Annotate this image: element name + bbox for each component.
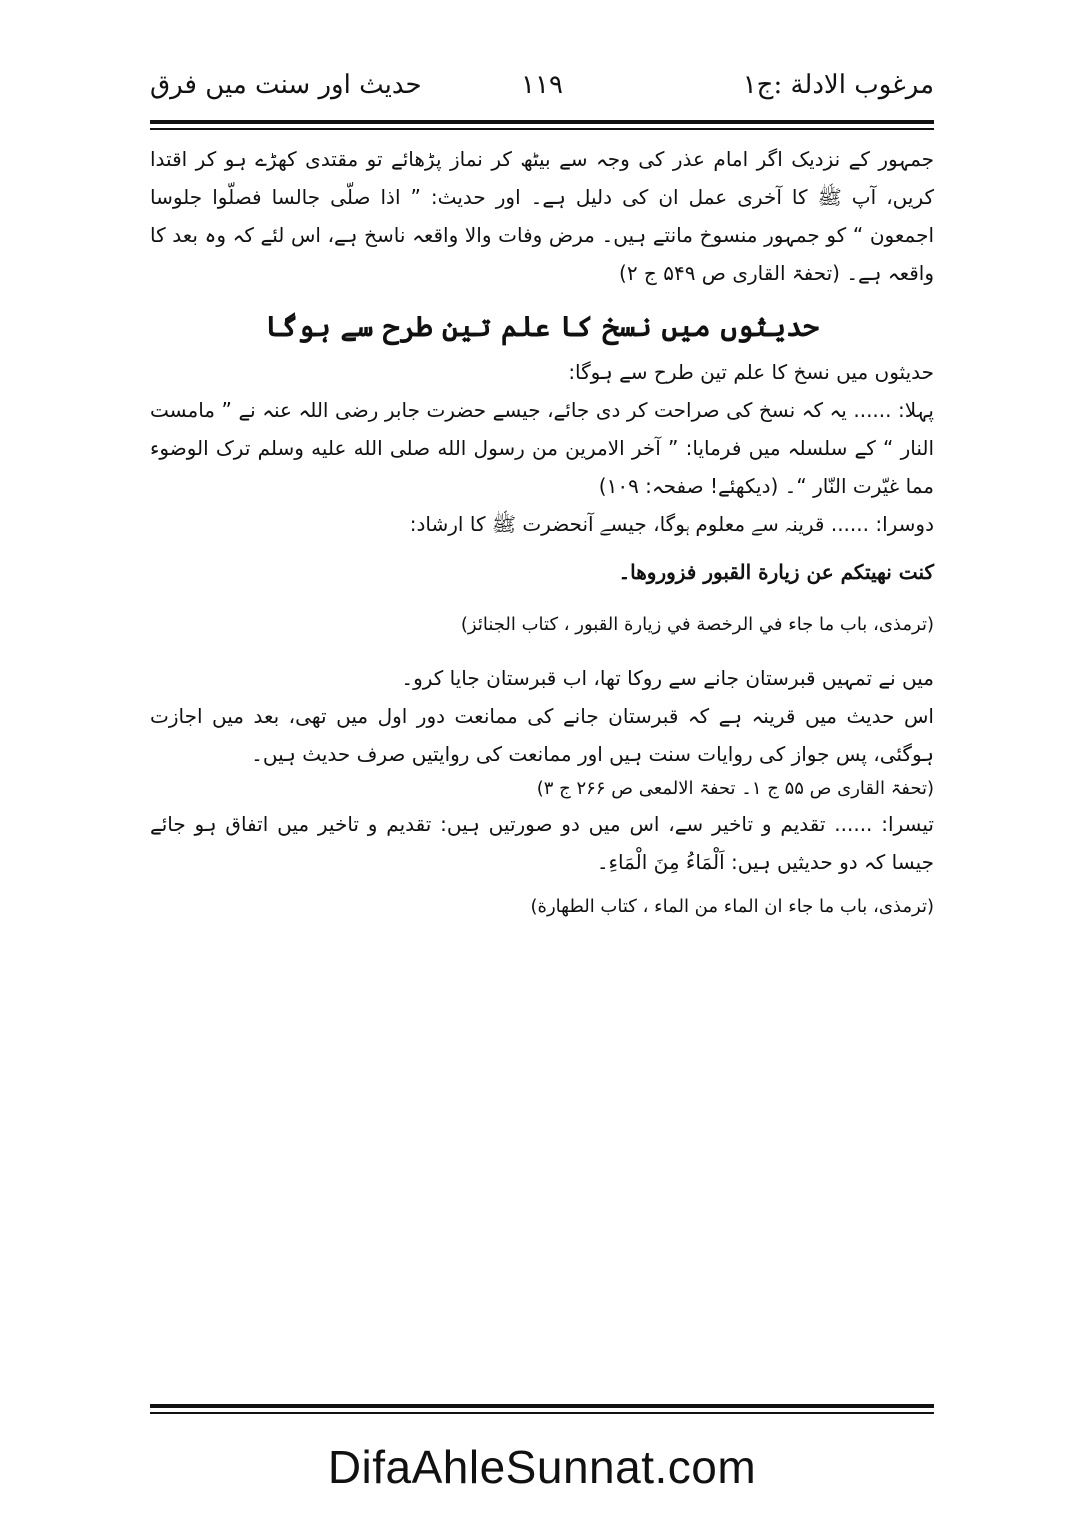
- page-body: [150, 140, 934, 923]
- hadith-translation: میں نے تمہیں قبرستان جانے سے روکا تھا، اب قبرستان جایا کرو۔: [401, 666, 934, 690]
- page-number: ۱۱۹: [521, 70, 563, 100]
- footer-rule-thin: [150, 1412, 934, 1414]
- point-first: پہلا: ...... یہ کہ نسخ کی صراحت کر دی جائے، جیسے حضرت جابر رضی اللہ عنہ نے ” مامست النار “ کے سلسلہ میں فرمایا: ” آخر الامرین من رسول الله صلى الله عليه وسلم ترک الوضوء مما غيّرت النّار “۔ (دیکھئے! صفحہ: ۱۰۹): [150, 398, 934, 498]
- paragraph-jumhur: جمہور کے نزدیک اگر امام عذر کی وجہ سے بیٹھ کر نماز پڑھائے تو مقتدی کھڑے ہو کر اقتدا کریں، آپ ﷺ کا آخری عمل ان کی دلیل ہے۔ اور حدیث: ” اذا صلّی جالسا فصلّوا جلوسا اجمعون “ کو جمہور منسوخ مانتے ہیں۔ مرض وفات والا واقعہ ناسخ ہے، اس لئے کہ وہ بعد کا واقعہ ہے۔ (تحفۃ القاری ص ۵۴۹ ج ۲): [150, 147, 934, 285]
- reference-tirmidhi-janaiz: (ترمذی، باب ما جاء في الرخصة في زيارة القبور ، كتاب الجنائز): [460, 614, 934, 635]
- section-heading: حدیثوں میں نسخ کا علم تین طرح سے ہوگا: [265, 310, 819, 343]
- reference-tuhfa: (تحفۃ القاری ص ۵۵ ج ۱۔ تحفۃ الالمعی ص ۲۶۶ ج ۳): [536, 778, 934, 799]
- page-header: [150, 62, 934, 118]
- header-rule-thick: [150, 120, 934, 124]
- book-title: مرغوب الادلة :ج۱: [742, 70, 934, 100]
- hadith-quote: کنت نهيتكم عن زيارة القبور فزوروها۔: [618, 560, 934, 584]
- header-rule-thin: [150, 128, 934, 130]
- point-third: تیسرا: ...... تقدیم و تاخیر سے، اس میں دو صورتیں ہیں: تقدیم و تاخیر میں اتفاق ہو جائے جیسا کہ دو حدیثیں ہیں: اَلْمَاءُ مِنَ الْمَاءِ۔: [150, 812, 934, 874]
- section-intro: حدیثوں میں نسخ کا علم تین طرح سے ہوگا:: [568, 360, 934, 384]
- paragraph-explanation: اس حدیث میں قرینہ ہے کہ قبرستان جانے کی ممانعت دور اول میں تھی، بعد میں اجازت ہوگئی، پس جواز کی روایات سنت ہیں اور ممانعت کی روایتیں صرف حدیث ہیں۔: [150, 704, 934, 766]
- chapter-title: حدیث اور سنت میں فرق: [150, 70, 422, 100]
- point-second: دوسرا: ...... قرینہ سے معلوم ہوگا، جیسے آنحضرت ﷺ کا ارشاد:: [409, 512, 934, 536]
- site-watermark: DifaAhleSunnat.com: [327, 1441, 757, 1493]
- reference-tirmidhi-tahara: (ترمذی، باب ما جاء ان الماء من الماء ، كتاب الطهارة): [530, 896, 934, 917]
- footer-rule-thick: [150, 1404, 934, 1408]
